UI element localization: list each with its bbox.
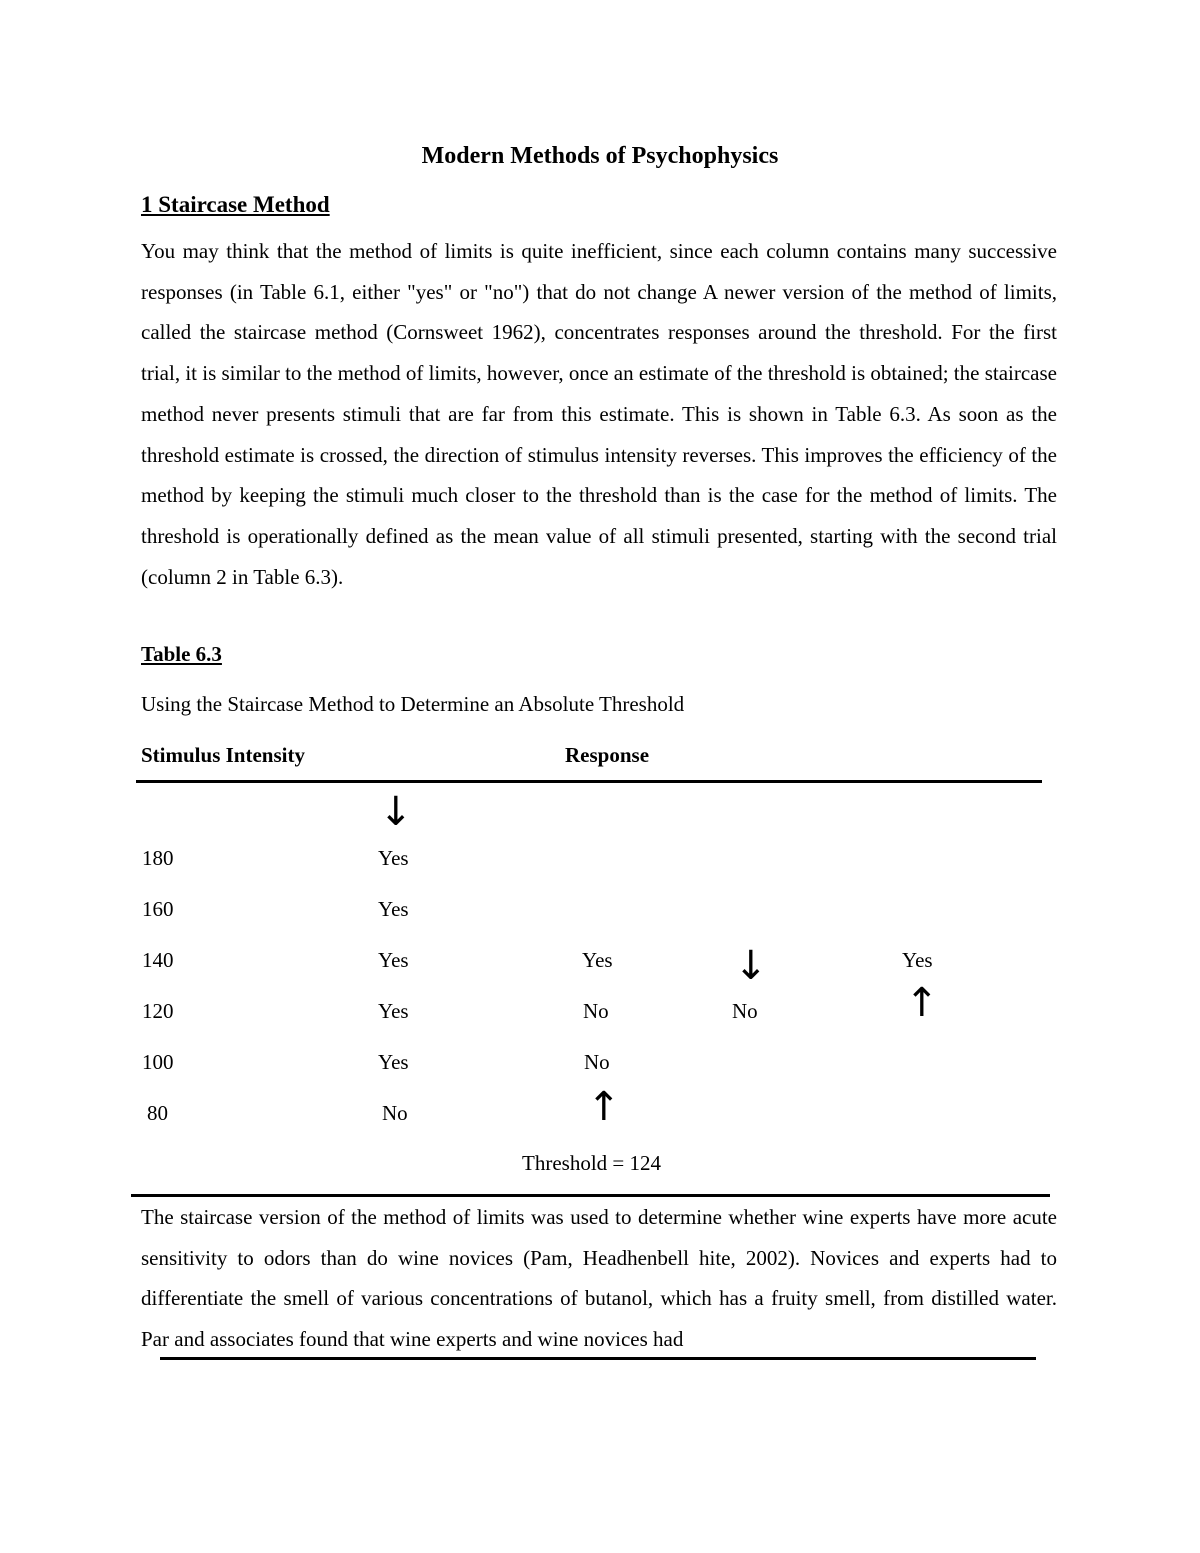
section-heading: 1 Staircase Method	[141, 192, 330, 217]
body-paragraph: The staircase version of the method of limits was used to determine whether wine experts have more acute sensitivity to odors than do wine novices (Pam, Headhenbell hite, 2002). Novices and experts had to differentiate the smell of various concentrations of butanol, which has a fruity smell, from distilled water. Par and associates found that wine experts and wine novices had	[141, 1205, 1057, 1352]
intro-paragraph: You may think that the method of limits is quite inefficient, since each column contains many successive responses (in Table 6.1, either "yes" or "no") that do not change A newer version of the method of limits, called the staircase method (Cornsweet 1962), concentrates responses around the threshold. For the first trial, it is similar to the method of limits, however, once an estimate of the threshold is obtained; the staircase method never presents stimuli that are far from this estimate. This is shown in Table 6.3. As soon as the threshold estimate is crossed, the direction of stimulus intensity reverses. This improves the efficiency of the method by keeping the stimuli much closer to the threshold than is the case for the method of limits. The threshold is operationally defined as the mean value of all stimuli presented, starting with the second trial (column 2 in Table 6.3).	[141, 239, 1057, 589]
response-cell: Yes	[378, 948, 409, 972]
response-cell: No	[382, 1101, 408, 1125]
table-label: Table 6.3	[141, 642, 222, 666]
page-bottom-rule	[160, 1357, 1036, 1360]
response-cell: No	[584, 1050, 610, 1074]
response-cell: Yes	[378, 999, 409, 1023]
arrow-up-icon: ↑	[905, 980, 939, 1026]
column-header-stimulus: Stimulus Intensity	[141, 743, 305, 767]
response-cell: Yes	[902, 948, 933, 972]
intensity-value: 140	[142, 948, 174, 972]
arrow-down-icon: ↓	[734, 943, 768, 989]
response-cell: Yes	[378, 1050, 409, 1074]
response-cell: No	[732, 999, 758, 1023]
response-cell: Yes	[582, 948, 613, 972]
table-top-rule	[136, 780, 1042, 783]
response-cell: Yes	[378, 846, 409, 870]
page-title: Modern Methods of Psychophysics	[421, 143, 779, 169]
column-header-response: Response	[565, 743, 650, 767]
table-caption: Using the Staircase Method to Determine an Absolute Threshold	[141, 692, 685, 716]
response-cell: Yes	[378, 897, 409, 921]
arrow-down-icon: ↓	[379, 789, 413, 835]
intensity-value: 160	[142, 897, 174, 921]
threshold-value: Threshold = 124	[522, 1151, 661, 1175]
intensity-value: 180	[142, 846, 174, 870]
intensity-value: 80	[147, 1101, 168, 1125]
intensity-value: 120	[142, 999, 174, 1023]
response-cell: No	[583, 999, 609, 1023]
arrow-up-icon: ↑	[587, 1084, 621, 1130]
intensity-value: 100	[142, 1050, 174, 1074]
